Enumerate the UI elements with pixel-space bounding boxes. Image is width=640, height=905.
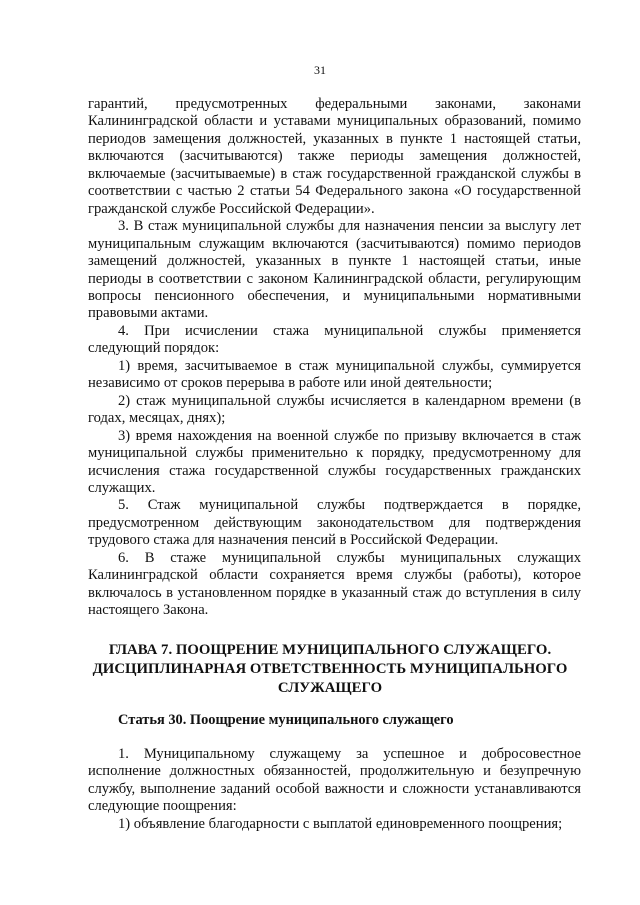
paragraph-4-item-2: 2) стаж муниципальной службы исчисляется в календарном времени (в годах, месяцах, днях); xyxy=(88,392,581,427)
article-text xyxy=(88,746,581,833)
paragraph-4-item-3: 3) время нахождения на военной службе по призыву включается в стаж муниципальной службы применительно к порядку, предусмотренному для исчисления стажа государственной службы государственных гражданских служащих. xyxy=(88,427,581,496)
chapter-heading-line: ДИСЦИПЛИНАРНАЯ ОТВЕТСТВЕННОСТЬ МУНИЦИПАЛЬНОГО xyxy=(92,661,568,677)
page-number: 31 xyxy=(314,63,326,77)
article-paragraph-1-item-1: 1) объявление благодарности с выплатой единовременного поощрения; xyxy=(118,815,563,832)
chapter-heading xyxy=(80,641,580,698)
article-heading: Статья 30. Поощрение муниципального служащего xyxy=(118,712,454,728)
paragraph-6: 6. В стаже муниципальной службы муниципальных служащих Калининградской области сохраняется время службы (работы), которое включалось в установленном порядке в указанный стаж до вступления в силу настоящего Закона. xyxy=(88,549,581,619)
paragraph-4: 4. При исчислении стажа муниципальной службы применяется следующий порядок: xyxy=(88,322,581,357)
article-paragraph-1: 1. Муниципальному служащему за успешное и добросовестное исполнение должностных обязанностей, продолжительную и безупречную службу, выполнение заданий особой важности и сложности устанавливаются следующие поощрения: xyxy=(88,746,581,815)
paragraph-4-item-1: 1) время, засчитываемое в стаж муниципальной службы, суммируется независимо от сроков перерыва в работе или иной деятельности; xyxy=(88,357,581,392)
body-text xyxy=(88,96,581,620)
paragraph-5: 5. Стаж муниципальной службы подтверждается в порядке, предусмотренном действующим законодательством для подтверждения трудового стажа для назначения пенсий в Российской Федерации. xyxy=(88,497,581,549)
paragraph-3: 3. В стаж муниципальной службы для назначения пенсии за выслугу лет муниципальным служащим включаются (засчитываются) помимо периодов замещений должностей, указанных в пункте 1 настоящей статьи, иные периоды в соответствии с законом Калининградской области, регулирующим вопросы пенсионного обеспечения, и муниципальными нормативными правовыми актами. xyxy=(88,218,581,322)
chapter-heading-line: СЛУЖАЩЕГО xyxy=(277,680,383,696)
paragraph-continuation: гарантий, предусмотренных федеральными законами, законами Калининградской области и уставами муниципальных образований, помимо периодов замещения должностей, указанных в пункте 1 настоящей статьи, включаются (засчитываются) также периоды замещения должностей, включаемые (засчитываемые) в стаж государственной гражданской службы в соответствии с частью 2 статьи 54 Федерального закона «О государственной гражданской службе Российской Федерации». xyxy=(88,96,581,217)
chapter-heading-line: ГЛАВА 7. ПООЩРЕНИЕ МУНИЦИПАЛЬНОГО СЛУЖАЩЕГО. xyxy=(108,642,552,658)
